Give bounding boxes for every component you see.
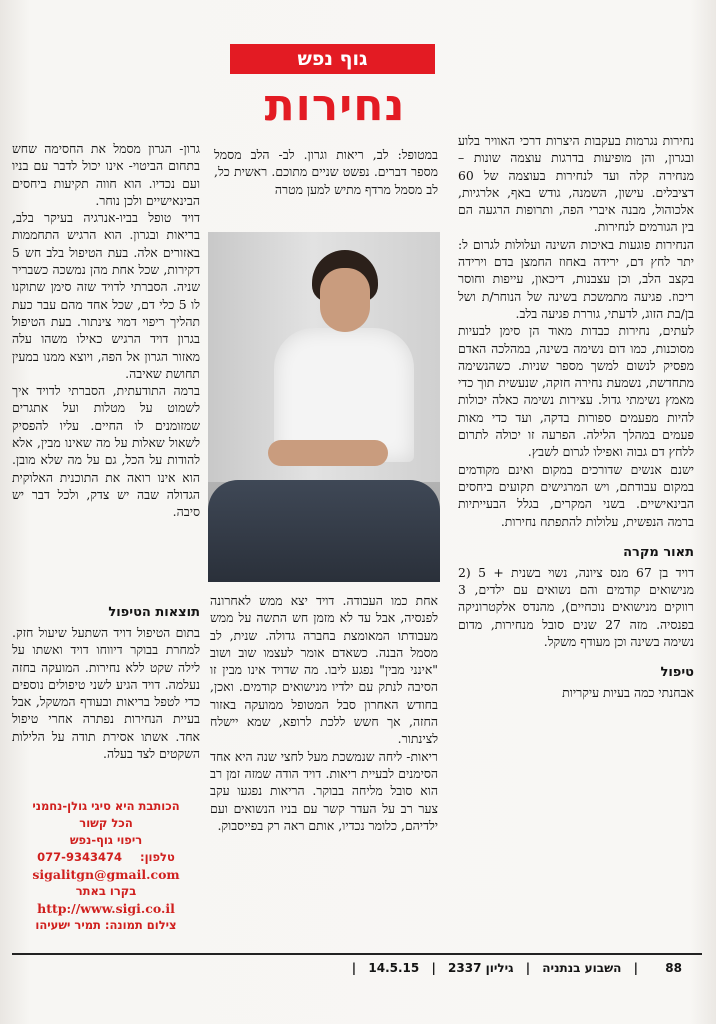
paragraph: גרון- הגרון מסמל את החסימה שחש בתחום הביטוי- אינו יכול לדבר עם בניו ועם נכדיו. הוא חווה תקיעות ביחסים הבינאישיים ולכן נוחר.: [12, 141, 200, 208]
page-number: 88: [665, 961, 682, 975]
author-credits: [14, 798, 198, 934]
separator: |: [525, 961, 531, 975]
author-line: הכותבת היא סיגי גולן-נחמני: [32, 799, 180, 813]
separator: |: [431, 961, 436, 975]
separator: |: [351, 961, 357, 975]
paragraph: דויד טופל בביו-אנרגיה בעיקר בלב, בריאות ובגרון. הוא הרגיש התחממות באזורים אלה. בעת הטיפול בלב חש 5 דקירות, שכל אחת מהן נמשכה כשבריר שניה. הסברתי לדויד שזה סימן שתוקנו לו 5 כלי דם, שכל אחד מהם עבר כעת תהליך ריפוי דמוי צינתור. בעת הטיפול בגרון דויד הרגיש כאילו משהו עלה מאזור הגרון אל הפה, ויוצא ממנו במעין תחושת שאיבה.: [12, 210, 200, 381]
paragraph: ישנם אנשים שדורכים במקום ואינם מקודמים במקום עבודתם, ויש המרגישים תקועים ביחסים הבינאישיים. בשני המקרים, בגלל הבעייתיות ברמה הנפשית, עלולות להתפתח נחירות.: [458, 461, 694, 529]
case-heading: תאור מקרה: [623, 544, 694, 560]
photo-credit: צילום תמונה: תמיר ישעיהו: [35, 918, 177, 932]
paragraph: במטופל: לב, ריאות וגרון. לב- הלב מסמל מספר דברים. נפשט שניים מתוכם. ראשית כל, לב מסמל מרדף מתיש למען מטרה: [214, 147, 438, 197]
paragraph: ברמה התודעתית, הסברתי לדויד איך לשמוט על מטלות ועל אתגרים שמזומנים לו החיים. עליו להפסיק לשאול שאלות על מה שאינו מבין, אלא להודות על הכל, גם על מה שלא מובן. הוא אינו רואה את התוכנית האלוקית הגדולה שבה יש צדק, ולכל דבר יש סיבה.: [12, 383, 200, 520]
column-right: [458, 132, 694, 940]
site-label: בקרו באתר: [75, 884, 137, 898]
paragraph: לעתים, נחירות כבדות מאוד הן סימן לבעיות מסוכנות, כמו דום נשימה בשינה, במהלכה האדם מפסיק לנשום למשך מספר שניות. כשהנשימה מתחדשת, נשמעת נחירה חזקה, שנעשית תוך כדי מאמץ נשימתי גדול. עצירות נשימה כאלה יכולות להיות מפעמים ספורות בדקה, ועד כדי מאות פעמים במהלך הלילה. הפרעה זו יכולה לתרום ללחץ דם גבוה ואפילו לגרום לשבץ.: [458, 323, 694, 460]
paragraph: ריאות- ליחה שנמשכת מעל לחצי שנה היא אחד הסימנים לבעיית ריאות. דויד הודה שמזה זמן רב הוא סובל מליחה בבוקר. הריאות נפגעו עקב צער רב על העדר קשר עם בניו הנשואים ועם ילדיהם, כלומר נכדיו, אותם ראה רק בפייסבוק.: [210, 748, 438, 833]
website-link[interactable]: http://www.sigi.co.il: [37, 901, 175, 916]
column-middle-bottom: [210, 592, 438, 928]
email-link[interactable]: sigalitgn@gmail.com: [32, 867, 180, 882]
section-label: גוף נפש: [230, 44, 435, 74]
results-paragraph: בתום הטיפול דויד השתעל שיעול חזק. למחרת בבוקר דיווחו דויד ואשתו על לילה שקט ללא נחירות. המועקה בחזה נעלמה. דויד הגיע לשני טיפולים נוספים כדי לטפל בריאות ובעודף המשקל, אבל בעיית הנחירות נפתרה אחרי טיפול אחד. אשתו אסירת תודה על הלילות השקטים לצד בעלה.: [12, 625, 200, 762]
column-left-results: [12, 604, 200, 794]
issue-number: גיליון 2337: [448, 961, 514, 975]
phone-number[interactable]: 077-9343474: [37, 850, 122, 864]
separator: |: [633, 961, 638, 975]
paragraph: הנחירות פוגעות באיכות השינה ועלולות לגרום ל: יתר לחץ דם, ירידה באחוז החמצן בדם וירידה בקצב הלב, וכן עצבנות, דיכאון, עייפות וחוסר ריכוז. פגיעה מתמשכת בשינה של הנוחר/ת ושל בן/בת הזוג, לדעתי, גוררת פגיעה בלב.: [458, 236, 694, 321]
page-footer: [12, 958, 702, 978]
results-heading: תוצאות הטיפול: [108, 605, 200, 620]
footer-divider: [12, 953, 702, 955]
column-left: [12, 140, 200, 580]
article-photo: [208, 232, 440, 582]
column-middle-top: [214, 146, 438, 232]
treatment-heading: טיפול: [660, 665, 694, 681]
paragraph: אחת כמו העבודה. דויד יצא ממש לאחרונה לפנסיה, אבל עד לא מזמן חש התשה על ממש מעבודתו המאומצת בחברה גדולה. שנית, לב מסמל הבנה. כשאדם אומר לעצמו שוב ושוב "אינני מבין" נפגע ליבו. מה שדויד אינו מבין זו הסיבה לנתק עם ילדיו מנישואים קודמים. ואכן, בחודש האחרון סבל המטופל ממועקה באזור החזה, אך חשש ללכת לרופא, שמא יישלח לצינתור.: [210, 593, 438, 747]
phone-line: [14, 849, 198, 866]
issue-info: [348, 958, 642, 978]
tagline-practice: ריפוי גוף-נפש: [69, 833, 143, 847]
treatment-paragraph: אבחנתי כמה בעיות עיקריות: [562, 685, 694, 701]
paragraph: נחירות נגרמות בעקבות היצרות דרכי האוויר בלוע ובגרון, והן מופיעות בדרגות עוצמה שונות – מנחירה קלה ועד לנחירות בעוצמה של 60 דציבלים. עישון, השמנה, גודש באף, אלרגיות, אלכוהול, מבנה איברי הפה, ותרופות הרגעה הם בין הגורמים לנחירות.: [458, 133, 694, 235]
case-paragraph: דויד בן 67 מנס ציונה, נשוי בשנית + 5 (2 מנישואים קודמים והם נשואים עם ילדים, 3 רווקים מנישואים נוכחיים), מהנדס אלקטרוניקה בפנסיה. מזה 27 שנים סובל מנחירות, מדום נשימה בשינה וכן מעודף משקל.: [458, 564, 694, 650]
issue-date: 14.5.15: [368, 961, 420, 975]
treatment-table: [208, 480, 440, 582]
publication-name: השבוע בנתניה: [542, 961, 622, 975]
tagline-contact: הכל קשור: [79, 816, 133, 830]
phone-label: טלפון:: [139, 850, 175, 864]
article-title: נחירות: [264, 80, 406, 131]
